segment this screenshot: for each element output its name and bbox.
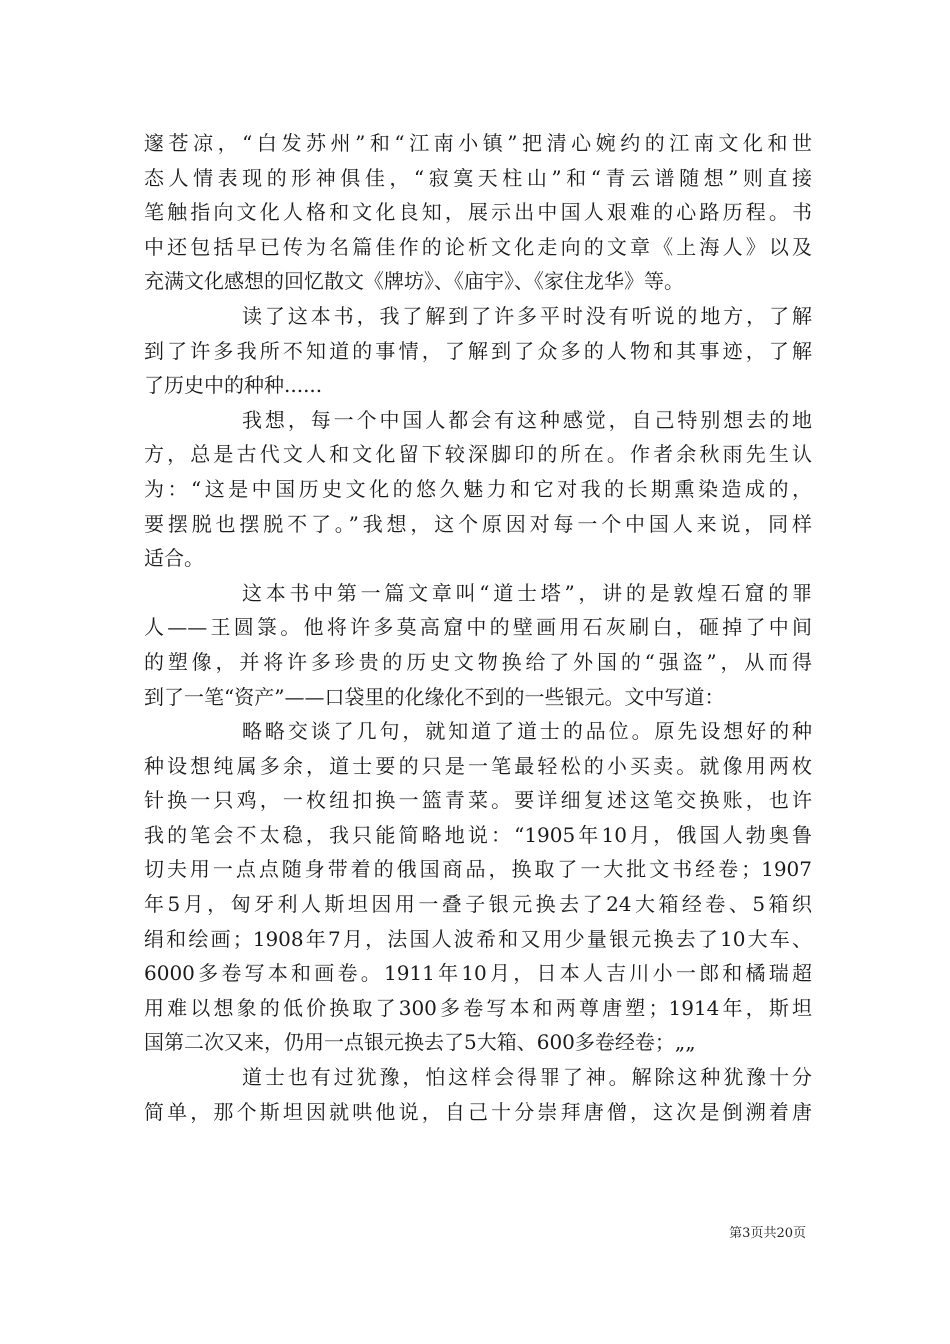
text-line: 道士也有过犹豫，怕这样会得罪了神。解除这种犹豫十分 [242,1065,812,1090]
text-line: 要摆脱也摆脱不了。”我想，这个原因对每一个中国人来说，同样 [144,511,812,536]
text-line: 绢和绘画；1908年7月，法国人波希和又用少量银元换去了10大车、 [144,926,812,951]
text-line: 我的笔会不太稳，我只能简略地说：“1905年10月，俄国人勃奥鲁 [144,822,812,847]
text-line: 这本书中第一篇文章叫“道士塔”，讲的是敦煌石窟的罪 [242,580,812,605]
text-line: 读了这本书，我了解到了许多平时没有听说的地方，了解 [242,303,812,328]
text-line: 年5月，匈牙利人斯坦因用一叠子银元换去了24大箱经卷、5箱织 [144,892,812,917]
text-line: 适合。 [144,546,204,571]
text-line: 6000多卷写本和画卷。1911年10月，日本人吉川小一郎和橘瑞超 [144,961,812,986]
page-number: 第3页共20页 [729,1226,806,1241]
text-line: 方，总是古代文人和文化留下较深脚印的所在。作者余秋雨先生认 [144,442,812,467]
text-line: 种设想纯属多余，道士要的只是一笔最轻松的小买卖。就像用两枚 [144,753,812,778]
text-line: 到了一笔“资产”——口袋里的化缘化不到的一些银元。文中写道： [144,684,725,709]
text-line: 到了许多我所不知道的事情，了解到了众多的人物和其事迹，了解 [144,338,812,363]
text-line: 人——王圆箓。他将许多莫高窟中的壁画用石灰刷白，砸掉了中间 [144,615,812,640]
text-line: 中还包括早已传为名篇佳作的论析文化走向的文章《上海人》以及 [144,234,812,259]
text-line: 针换一只鸡，一枚纽扣换一篮青菜。要详细复述这笔交换账，也许 [144,788,812,813]
body-text [144,126,812,1129]
text-line: 简单，那个斯坦因就哄他说，自己十分崇拜唐僧，这次是倒溯着唐 [144,1099,812,1124]
text-line: 邃苍凉，“白发苏州”和“江南小镇”把清心婉约的江南文化和世 [144,131,812,155]
text-line: 了历史中的种种...... [144,373,323,398]
text-line: 切夫用一点点随身带着的俄国商品，换取了一大批文书经卷；1907 [144,857,812,882]
text-line: 充满文化感想的回忆散文《牌坊》、《庙宇》、《家住龙华》等。 [144,269,684,294]
text-line: 略略交谈了几句，就知道了道士的品位。原先设想好的种 [242,719,812,744]
text-line: 的塑像，并将许多珍贵的历史文物换给了外国的“强盗”，从而得 [144,649,812,674]
text-line: 态人情表现的形神俱佳，“寂寞天柱山”和“青云谱随想”则直接 [144,165,812,190]
text-line: 为：“这是中国历史文化的悠久魅力和它对我的长期熏染造成的， [144,476,812,501]
text-line: 笔触指向文化人格和文化良知，展示出中国人艰难的心路历程。书 [144,200,812,225]
text-line: 我想，每一个中国人都会有这种感觉，自己特别想去的地 [242,407,812,432]
text-line: 用难以想象的低价换取了300多卷写本和两尊唐塑；1914年，斯坦 [144,995,812,1020]
text-line: 国第二次又来，仍用一点银元换去了5大箱、600多卷经卷；„„ [144,1030,696,1055]
